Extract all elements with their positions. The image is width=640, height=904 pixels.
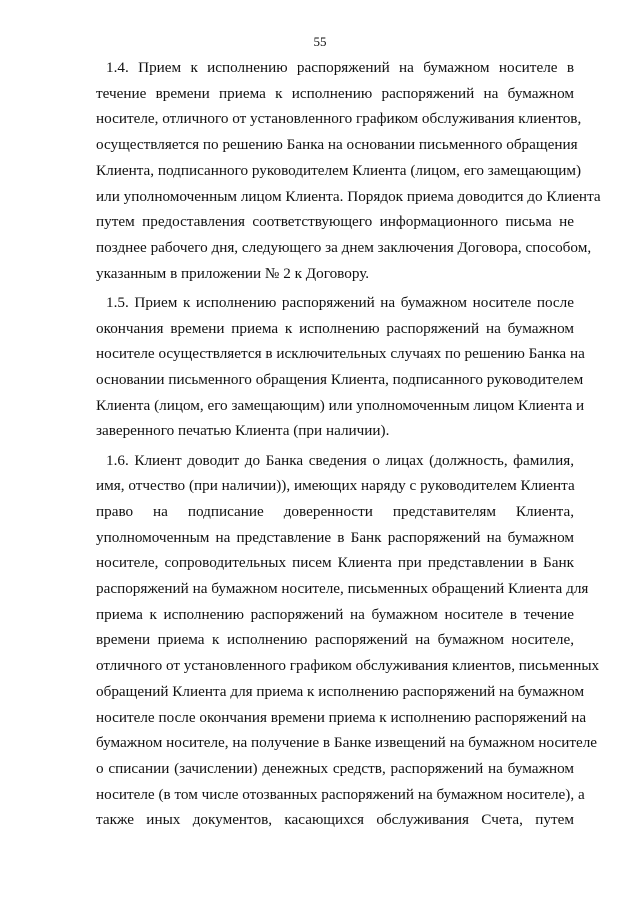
text-line: 1.5. Прием к исполнению распоряжений на бумажном носителе после [106,293,574,311]
page-number: 55 [313,34,327,49]
text-line: осуществляется по решению Банка на основании письменного обращения [96,136,578,154]
text-line: имя, отчество (при наличии)), имеющих наряду с руководителем Клиента [96,477,575,495]
text-line: 1.6. Клиент доводит до Банка сведения о лицах (должность, фамилия, [106,451,574,469]
text-line: указанным в приложении № 2 к Договору. [96,264,370,282]
text-line: о списании (зачислении) денежных средств, распоряжений на бумажном [96,759,574,777]
text-line: носителе, сопроводительных писем Клиента при представлении в Банк [96,554,574,572]
text-line: заверенного печатью Клиента (при наличии). [96,422,390,440]
text-line: уполномоченным на представление в Банк распоряжений на бумажном [96,528,574,546]
text-line: приема к исполнению распоряжений на бумажном носителе в течение [96,605,574,623]
text-line: носителе осуществляется в исключительных случаях по решению Банка на [96,345,585,363]
text-line: 1.4. Прием к исполнению распоряжений на бумажном носителе в [106,59,574,76]
text-line: право на подписание доверенности представителям Клиента, [96,502,574,520]
text-line: времени приема к исполнению распоряжений на бумажном носителе, [96,631,574,649]
text-line: Клиента (лицом, его замещающим) или уполномоченным лицом Клиента и [96,396,585,414]
text-line: бумажном носителе, на получение в Банке извещений на бумажном носителе [96,734,598,752]
text-line: носителе (в том числе отозванных распоряжений на бумажном носителе), а [96,785,585,803]
text-line: позднее рабочего дня, следующего за днем заключения Договора, способом, [96,238,592,256]
text-line: носителе, отличного от установленного графиком обслуживания клиентов, [96,110,582,128]
text-line: основании письменного обращения Клиента, подписанного руководителем [96,370,584,388]
text-line: обращений Клиента для приема к исполнению распоряжений на бумажном [96,682,585,700]
text-line: окончания времени приема к исполнению распоряжений на бумажном [96,319,574,337]
text-line: носителе после окончания времени приема к исполнению распоряжений на [96,708,587,726]
text-line: также иных документов, касающихся обслуживания Счета, путем [96,811,574,829]
text-line: Клиента, подписанного руководителем Клиента (лицом, его замещающим) [96,161,582,179]
text-line: отличного от установленного графиком обслуживания клиентов, письменных [96,657,600,675]
text-line: путем предоставления соответствующего информационного письма не [96,213,574,231]
text-line: распоряжений на бумажном носителе, письменных обращений Клиента для [96,580,589,597]
text-line: или уполномоченным лицом Клиента. Порядок приема доводится до Клиента [96,187,601,205]
text-line: течение времени приема к исполнению распоряжений на бумажном [96,84,574,102]
